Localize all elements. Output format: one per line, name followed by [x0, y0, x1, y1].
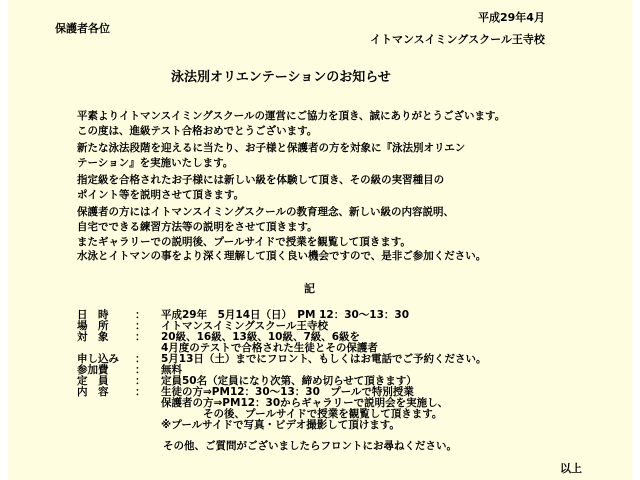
detail-colon: ：: [135, 320, 146, 332]
text-line: テーション』を実施いたします。: [77, 157, 234, 169]
detail-colon: ：: [135, 309, 146, 321]
detail-label: 申し込み: [77, 353, 119, 365]
text-line: 平素よりイトマンスイミングスクールの運営にご協力を頂き、誠にありがとうございます。: [77, 110, 506, 122]
detail-value: 20級、16級、13級、10級、7級、6級を: [161, 331, 361, 343]
text-line: 水泳とイトマンの事をより深く理解して頂く良い機会ですので、是非ご参加ください。: [77, 250, 487, 262]
detail-colon: ：: [135, 386, 146, 398]
detail-value: ※プールサイドで写真・ビデオ撮影して頂けます。: [161, 419, 400, 431]
detail-value: 無料: [161, 364, 182, 376]
details-list: [77, 310, 486, 431]
text-line: 指定級を合格されたお子様には新しい級を体験して頂き、その級の実習種目の: [77, 174, 445, 186]
paragraph-announcement: [77, 141, 465, 171]
ijou-end-mark: 以上: [560, 462, 582, 475]
detail-label: 日 時: [77, 309, 109, 321]
detail-label: 場 所: [77, 320, 109, 332]
closing-text: その他、ご質問がございましたらフロントにお尋ねください。: [163, 440, 457, 452]
ki-heading: 記: [304, 282, 315, 295]
detail-colon: ：: [135, 364, 146, 376]
detail-value: 平成29年 5月14日（日） PM 12：30～13：30: [161, 309, 410, 321]
detail-colon: ：: [135, 353, 146, 365]
text-line: 自宅でできる練習方法等の説明をさせて頂きます。: [77, 221, 318, 233]
detail-value: 定員50名（定員になり次第、締め切らせて頂きます）: [161, 375, 417, 387]
text-line: この度は、進級テスト合格おめでとうございます。: [77, 125, 318, 137]
detail-row-content-cont: [77, 420, 486, 431]
document-title: 泳法別オリエンテーションのお知らせ: [171, 70, 391, 85]
notice-document: [8, 0, 632, 480]
issue-date: 平成29年4月: [478, 11, 545, 24]
text-line: 保護者の方にはイトマンスイミングスクールの教育理念、新しい級の内容説明、: [77, 206, 454, 218]
detail-colon: ：: [135, 375, 146, 387]
text-line: 新たな泳法段階を迎えるに当たり、お子様と保護者の方を対象に『泳法別オリエン: [77, 142, 466, 154]
paragraph-greeting: [77, 109, 505, 139]
detail-label: 参加費: [77, 364, 109, 376]
detail-label: 内 容: [77, 386, 109, 398]
paragraph-invitation: [77, 249, 486, 264]
school-name: イトマンスイミングスクール王寺校: [370, 33, 545, 46]
detail-label: 定 員: [77, 375, 109, 387]
detail-label: 対 象: [77, 331, 109, 343]
recipient: 保護者各位: [55, 22, 110, 35]
detail-value: イトマンスイミングスクール王寺校: [161, 320, 328, 332]
paragraph-students: [77, 173, 444, 203]
detail-value: 生徒の方⇒PM12：30～13：30 プールで特別授業: [161, 386, 414, 398]
detail-value: その後、プールサイドで授業を観覧して頂きます。: [161, 408, 443, 420]
detail-value: 4月度のテストで合格された生徒とその保護者: [161, 342, 378, 354]
detail-colon: ：: [135, 331, 146, 343]
detail-value: 5月13日（土）までにフロント、もしくはお電話でご予約ください。: [161, 353, 487, 365]
text-line: またギャラリーでの説明後、プールサイドで授業を観覧して頂きます。: [77, 236, 411, 248]
detail-value: 保護者の方⇒PM12：30からギャラリーで説明会を実施し、: [161, 397, 449, 409]
text-line: ポイント等を説明させて頂きます。: [77, 189, 245, 201]
paragraph-guardians: [77, 205, 454, 250]
